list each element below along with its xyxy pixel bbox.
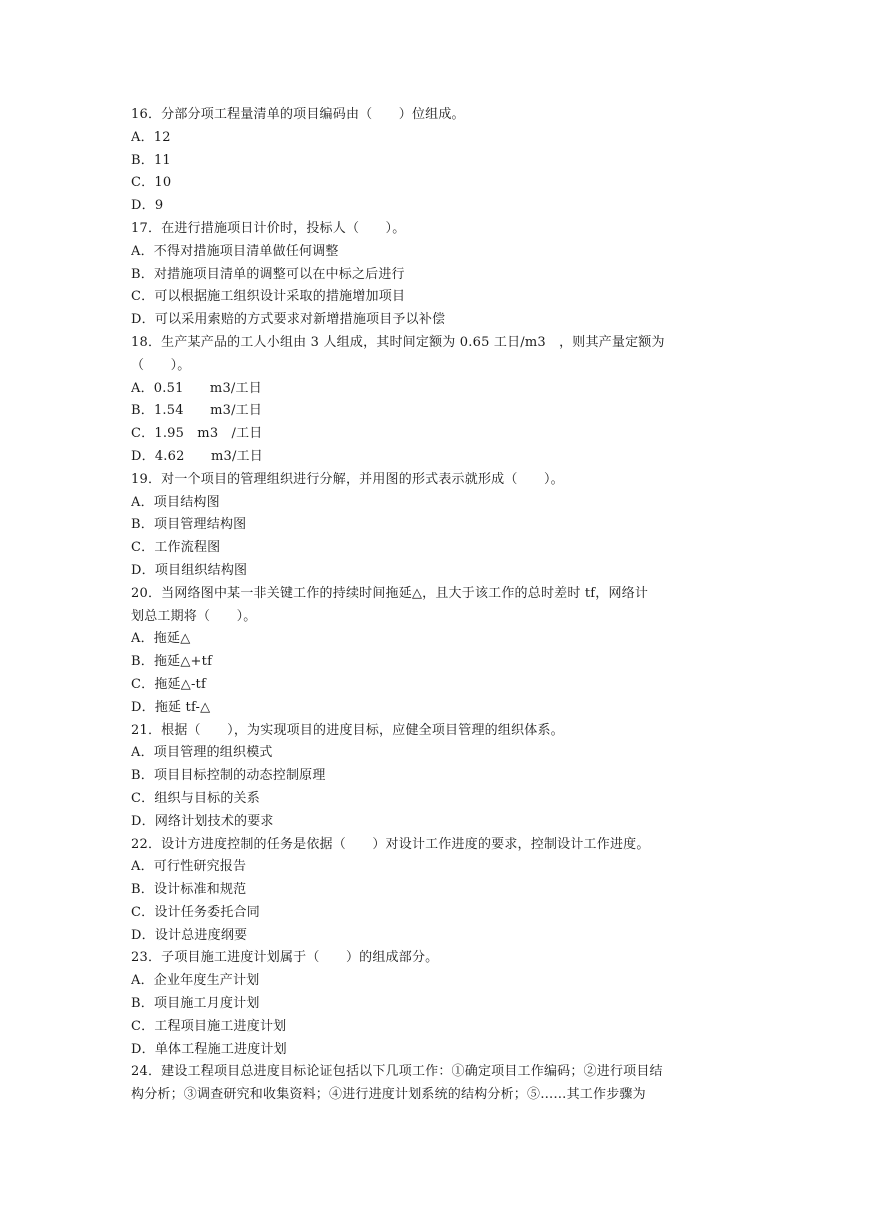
- document-body: [131, 104, 743, 1107]
- question-16-stem: 16．分部分项工程量清单的项目编码由（ ）位组成。: [131, 107, 465, 122]
- option-22-d: D．设计总进度纲要: [131, 927, 248, 943]
- option-23-d: D．单体工程施工进度计划: [131, 1041, 287, 1057]
- option-17-d: D．可以采用索赔的方式要求对新增措施项目予以补偿: [131, 312, 446, 328]
- option-18-d: D．4.62 m3/工日: [131, 448, 263, 464]
- question-19-stem: 19．对一个项目的管理组织进行分解，并用图的形式表示就形成（ ）。: [131, 471, 564, 487]
- option-19-b: B．项目管理结构图: [131, 517, 247, 533]
- question-18-stem-continued: （ ）。: [131, 357, 191, 373]
- option-23-a: A．企业年度生产计划: [131, 973, 260, 989]
- option-19-d: D．项目组织结构图: [131, 562, 248, 578]
- option-17-c: C．可以根据施工组织设计采取的措施增加项目: [131, 289, 406, 305]
- option-21-c: C．组织与目标的关系: [131, 790, 260, 806]
- option-21-b: B．项目目标控制的动态控制原理: [131, 768, 326, 784]
- option-20-a: A．拖延△: [131, 631, 191, 647]
- option-23-b: B．项目施工月度计划: [131, 996, 260, 1012]
- option-19-a: A．项目结构图: [131, 494, 220, 510]
- option-16-b: B．11: [131, 152, 171, 168]
- option-16-c: C．10: [131, 175, 172, 191]
- option-20-b: B．拖延△+tf: [131, 654, 213, 670]
- option-18-a: A．0.51 m3/工日: [131, 380, 262, 396]
- option-19-c: C．工作流程图: [131, 540, 221, 556]
- question-24-stem: 24．建设工程项目总进度目标论证包括以下几项工作：①确定项目工作编码；②进行项目结: [131, 1064, 663, 1080]
- question-22-stem: 22．设计方进度控制的任务是依据（ ）对设计工作进度的要求，控制设计工作进度。: [131, 836, 650, 852]
- option-21-a: A．项目管理的组织模式: [131, 745, 273, 761]
- question-20-stem-continued: 划总工期将（ ）。: [131, 608, 257, 624]
- question-21-stem: 21．根据（ ），为实现项目的进度目标，应健全项目管理的组织体系。: [131, 722, 564, 738]
- option-17-a: A．不得对措施项目清单做任何调整: [131, 243, 339, 259]
- option-22-c: C．设计任务委托合同: [131, 904, 260, 920]
- option-20-c: C．拖延△-tf: [131, 676, 206, 692]
- option-16-a: A．12: [131, 129, 171, 145]
- option-23-c: C．工程项目施工进度计划: [131, 1018, 287, 1034]
- option-20-d: D．拖延 tf-△: [131, 699, 211, 715]
- option-22-a: A．可行性研究报告: [131, 859, 247, 875]
- question-17-stem: 17．在进行措施项日计价时，投标人（ ）。: [131, 220, 406, 236]
- option-22-b: B．设计标准和规范: [131, 882, 247, 898]
- option-17-b: B．对措施项目清单的调整可以在中标之后进行: [131, 266, 405, 282]
- question-24-stem-continued: 构分析；③调查研究和收集资料；④进行进度计划系统的结构分析；⑤……其工作步骤为: [131, 1087, 646, 1103]
- question-18-stem: 18．生产某产品的工人小组由 3 人组成，其时间定额为 0.65 工日/m3 ，则其产量定额为: [131, 334, 665, 350]
- question-23-stem: 23．子项目施工进度计划属于（ ）的组成部分。: [131, 950, 439, 966]
- option-16-d: D．9: [131, 198, 164, 214]
- option-18-b: B．1.54 m3/工日: [131, 403, 263, 419]
- option-21-d: D．网络计划技术的要求: [131, 813, 274, 829]
- option-18-c: C．1.95 m3 /工日: [131, 426, 263, 442]
- question-20-stem: 20．当网络图中某一非关键工作的持续时间拖延△，且大于该工作的总时差时 tf，网络计: [131, 585, 649, 601]
